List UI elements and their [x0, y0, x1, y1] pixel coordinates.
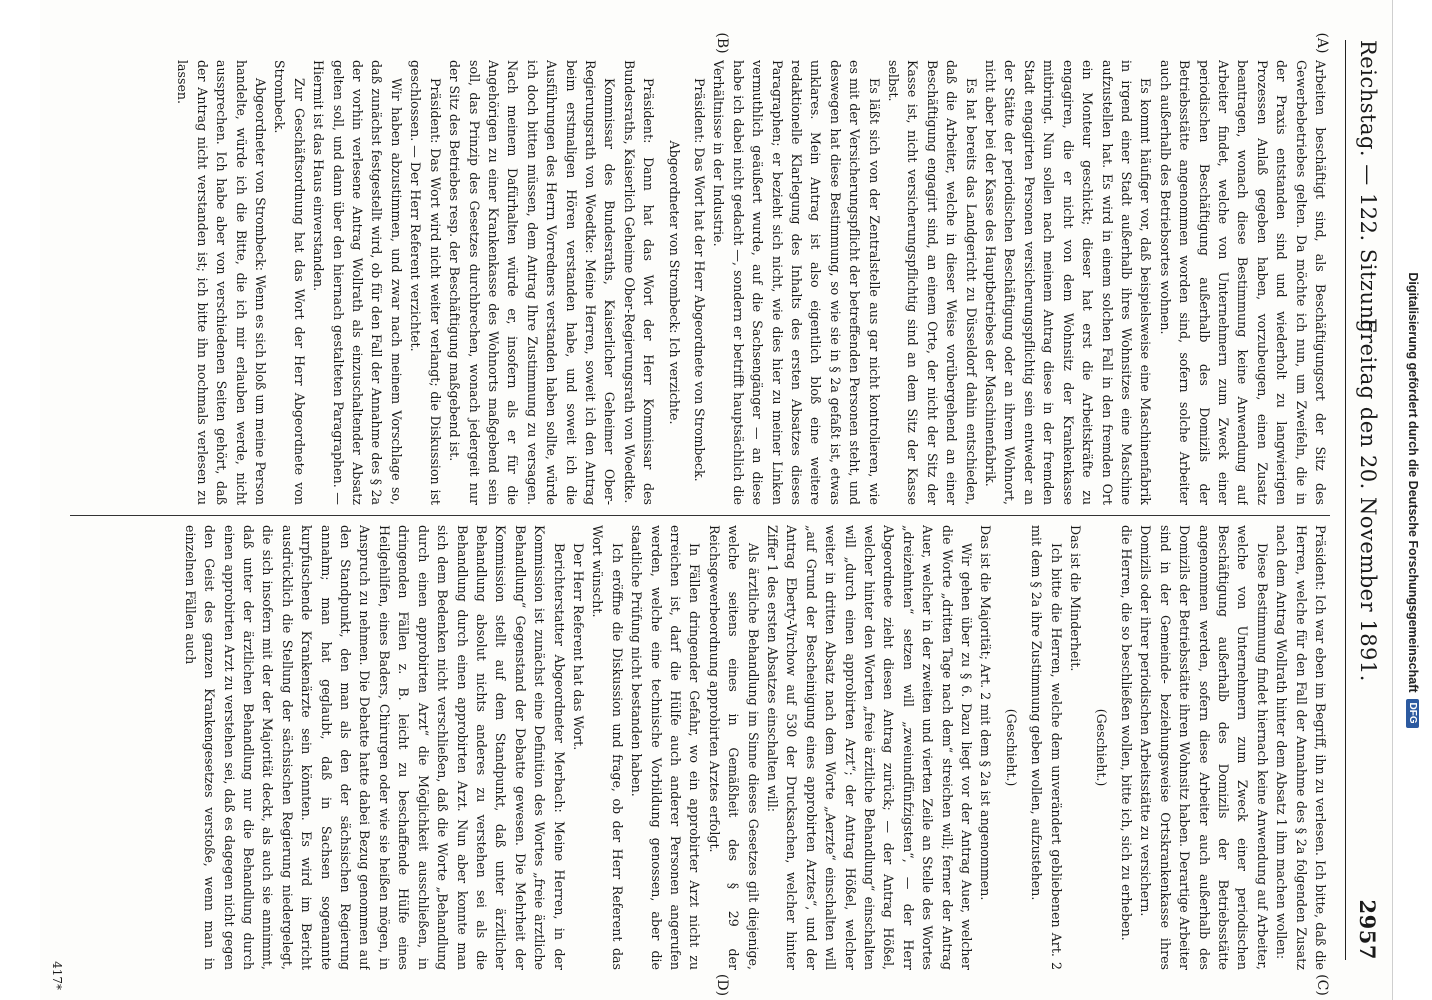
- right-column: [70, 525, 1330, 970]
- text-columns: [70, 32, 1330, 997]
- paragraph: Zur Geschäftsordnung hat das Wort der Herr Abgeordnete von Strombeck.: [272, 60, 307, 505]
- digitization-note: Digitalisierung gefördert durch die Deutsche Forschungsgemeinschaft: [1406, 272, 1420, 693]
- left-column: [70, 60, 1330, 505]
- paragraph: Es hat bereits das Landgericht zu Düsseldorf dahin entschieden, daß die Arbeiter, welche in dieser Weise vorübergehend an einer Beschäftigung engagirt sind, an einem Orte, der nicht der Sitz der Kasse ist, nicht versicherungspflichtig sind an dem Sitz der Kasse selbst.: [886, 60, 979, 505]
- paragraph: Abgeordneter von Strombeck: Ich verzichte.: [666, 140, 682, 425]
- marker-b: (B): [714, 32, 730, 54]
- paragraph: Präsident: Dann hat das Wort der Herr Kommissar des Bundesraths, Kaiserlich Geheime Ober-Regierungsrath von Woedtke.: [621, 60, 657, 505]
- header-date: Freitag den 20. November 1891.: [1356, 318, 1380, 682]
- marker-d: (D): [714, 973, 730, 997]
- paragraph: Präsident: Das Wort wird nicht weiter verlangt; die Diskussion ist geschlossen. — Der Herr Referent verzichtet.: [408, 60, 443, 505]
- column-divider: [70, 515, 1330, 516]
- paragraph: Arbeiten beschäftigt sind, als Beschäftigungsort der Sitz des Gewerbebetriebes gelten. Da möchte ich nun, um Zweifeln, die in der Praxis entstanden sind und wiederholt zu langwierigen Prozessen Anlaß gegeben haben, vorzubeugen, einen Zusatz beantragen, wonach diese Bestimmung keine Anwendung auf Arbeiter findet, welche von Unternehmern zum Zweck einer periodischen Beschäftigung außerhalb des Domizils der Betriebsstätte angenommen worden sind, sofern solche Arbeiter auch außerhalb des Betriebsortes wohnen.: [1157, 60, 1328, 505]
- paragraph: Berichterstatter Abgeordneter Merbach: Meine Herren, in der Kommission ist zunächst eine Definition des Wortes „freie ärztliche Behandlung“ Gegenstand der Debatte gewesen. Die Mehrheit der Kommission stellt auf dem Standpunkt, daß unter ärztlicher Behandlung absolut nichts anderes zu verstehen sei als die Behandlung durch einen approbirten Arzt. Nun aber konnte man sich dem Bedenken nicht verschließen, daß die Worte „Behandlung durch einen approbirten Arzt“ die Möglichkeit ausschließen, in dringenden Fällen z. B. leicht zu beschaffende Hülfe eines Heilgehilfen, eines Baders, Chirurgen oder wie sie heißen mögen, in Anspruch zu nehmen. Die Debatte hatte dabei Bezug genommen auf den Standpunkt, den man als den der sächsischen Regierung annahm; man hat geglaubt, daß in Sachsen sogenannte kurpfuschende Krankenärzte sein könnten. Es wird im Bericht ausdrücklich die Stellung der sächsischen Regierung niedergelegt, die sich insofern mit der der Majorität deckt, als auch sie annimmt, daß unter der ärztlichen Behandlung nur die Behandlung durch einen approbirten Arzt zu verstehen sei, daß es dagegen nicht gegen den Geist des ganzen Krankengesetzes verstoße, wenn man in einzelnen Fällen auch: [182, 525, 567, 970]
- paragraph: Als ärztliche Behandlung im Sinne dieses Gesetzes gilt diejenige, welche seitens eines in Gemäßheit des § 29 der Reichsgewerbeordnung approbirten Arztes erfolgt.: [706, 525, 761, 970]
- paragraph: Es läßt sich von der Zentralstelle aus gar nicht kontrolieren, wie es mit der Versicherungspflicht der betreffenden Personen steht, und deswegen hat diese Bestimmung, so wie sie in § 2a gefaßt ist, etwas unklares. Mein Antrag ist also eigentlich bloß eine weitere redaktionelle Klarlegung des Inhalts des ersten Absatzes dieses Paragraphen; er bezieht sich nicht, wie dies hier zu meiner Linken vermuthlich geäußert wurde, auf die Sachsengänger — an diese habe ich dabei nicht gedacht —, sondern er betrifft hauptsächlich die Verhältnisse in der Industrie.: [711, 60, 882, 505]
- dfg-logo-icon: DFG: [1407, 699, 1420, 728]
- digitization-note-wrapper: [1393, 0, 1432, 1000]
- rotated-document-page: [40, 0, 1400, 1000]
- paragraph: Präsident: Das Wort hat der Herr Abgeordnete von Strombeck.: [692, 78, 707, 482]
- header-left: Reichstag. — 122. Sitzung.: [1356, 40, 1380, 341]
- paragraph: Kommissar des Bundesraths, Kaiserlicher Geheimer Ober-Regierungsrath von Woedtke: Meine Herren, soweit ich den Antrag beim erstmaligen Hören verstanden habe, und soweit ich die Ausführungen des Herrn Vorredners verstanden haben sollte, würde ich doch bitten müssen, dem Antrag Ihre Zustimmung zu versagen. Nach meinem Dafürhalten würde er, insofern als er für die Angehörigen zu einer Krankenkasse des Wohnorts maßgebend sein soll, das Prinzip des Gesetzes durchbrechen, wonach jedergeit nur der Sitz des Betriebes resp. der Beschäftigung maßgebend ist.: [447, 60, 618, 505]
- running-header: [1345, 40, 1390, 960]
- paragraph: Ich bitte die Herren, welche dem unverändert gebliebenen Art. 2 mit dem § 2a ihre Zustimmung geben wollen, aufzustehen.: [1029, 525, 1064, 970]
- paragraph: Wir gehen über zu § 6. Dazu liegt vor der Antrag Auer, welcher die Worte „dritten Tage nach dem“ streichen will; ferner der Antrag Auer, welcher in der zweiten und vierten Zeile an Stelle des Wortes „dreizehnten“ setzen will „zweiundfünfzigsten“, — der Herr Abgeordnete zieht diesen Antrag zurück; — der Antrag Hößel, welcher hinter den Worten „freie ärztliche Behandlung“ einschalten will „durch einen approbirten Arzt“; der Antrag Hößel, welcher weiter in dritten Absatz nach dem Worte „Aerzte“ einschalten will „auf Grund der Bescheinigung eines approbirten Arztes“, und der Antrag Eberty-Virchow auf 530 der Drucksachen, welcher hinter Ziffer 1 des ersten Absatzes einschalten will:: [765, 525, 975, 970]
- signature-mark: 417*: [50, 961, 64, 990]
- paragraph: die Herren, die so beschließen wollen, bitte ich, sich zu erheben.: [1118, 525, 1134, 941]
- paragraph: Ich eröffne die Diskussion und frage, ob der Herr Referent das Wort wünscht.: [590, 525, 625, 970]
- paragraph: Abgeordneter von Strombeck: Wenn es sich bloß um meine Person handelte, würde ich die Bitte, die ich mir erlauben werde, nicht aussprechen. Ich habe aber von verschiedenen Seiten gehört, daß der Antrag nicht verstanden ist; ich bitte ihn nochmals verlesen zu lassen.: [175, 60, 269, 505]
- paragraph: Der Herr Referent hat das Wort.: [570, 543, 586, 751]
- marker-c: (C): [1314, 974, 1330, 996]
- paragraph: (Geschieht.): [1003, 708, 1019, 787]
- marker-a: (A): [1314, 32, 1330, 54]
- paragraph: Das ist die Majorität; Art. 2 mit dem § 2a ist angenommen.: [978, 525, 994, 901]
- paragraph: Präsident: Ich war eben im Begriff, ihn zu verlesen. Ich bitte, daß die Herren, welche für den Fall der Annahme des § 2a folgenden Zusatz nach dem Antrag Wollrath hinter dem Absatz 1 ihm machen wollen:: [1274, 525, 1328, 970]
- paragraph: Es kommt häufiger vor, daß beispielsweise eine Maschinenfabrik in irgend einer Stadt außerhalb ihres Wohnsitzes eine Maschine aufzustellen hat. Es wird in einem solchen Fall in den fremden Ort ein Monteur geschickt; dieser hat erst die Arbeitskräfte zu engagiren, die er nicht von dem Wohnsitz der Krankenkasse mitbringt. Nun sollen nach meinem Antrag diese in der fremden Stadt engagirten Personen versicherungspflichtig sein entweder an der Stätte der periodischen Beschäftigung oder an ihrem Wohnort, nicht aber bei der Kasse des Hauptbetriebes der Maschinenfabrik.: [983, 60, 1154, 505]
- paragraph: Diese Bestimmung findet hiernach keine Anwendung auf Arbeiter, welche von Unternehmern zum Zweck einer periodischen Beschäftigung außerhalb des Domizils der Betriebsstätte angenommen werden, sofern diese Arbeiter auch außerhalb des Domizils der Betriebsstätte ihren Wohnsitz haben. Derartige Arbeiter sind in der Gemeinde- beziehungsweise Ortskrankenkasse ihres Domizils oder ihrer periodischen Arbeitsstätte zu versichern.: [1138, 525, 1270, 970]
- digitization-strip: [1392, 0, 1432, 1000]
- paragraph: (Geschieht.): [1093, 708, 1109, 787]
- paragraph: Das ist die Minderheit.: [1068, 525, 1084, 672]
- paragraph: Wir haben abzustimmen, und zwar nach meinem Vorschlage so, daß zunächst festgestellt wird, ob für den Fall der Annahme des § 2a der vorhin verlesene Antrag Wollrath als einzuschaltender Absatz gelten soll, und dann über den hiernach gestalteten Paragraphen. — Hiermit ist das Haus einverstanden.: [311, 60, 404, 505]
- page-number: 2957: [1355, 899, 1380, 960]
- paragraph: In Fällen dringender Gefahr, wo ein approbirter Arzt nicht zu erreichen ist, darf die Hülfe auch anderer Personen angerufen werden, welche eine technische Vorbildung genossen, aber die staatliche Prüfung nicht bestanden haben.: [629, 525, 703, 970]
